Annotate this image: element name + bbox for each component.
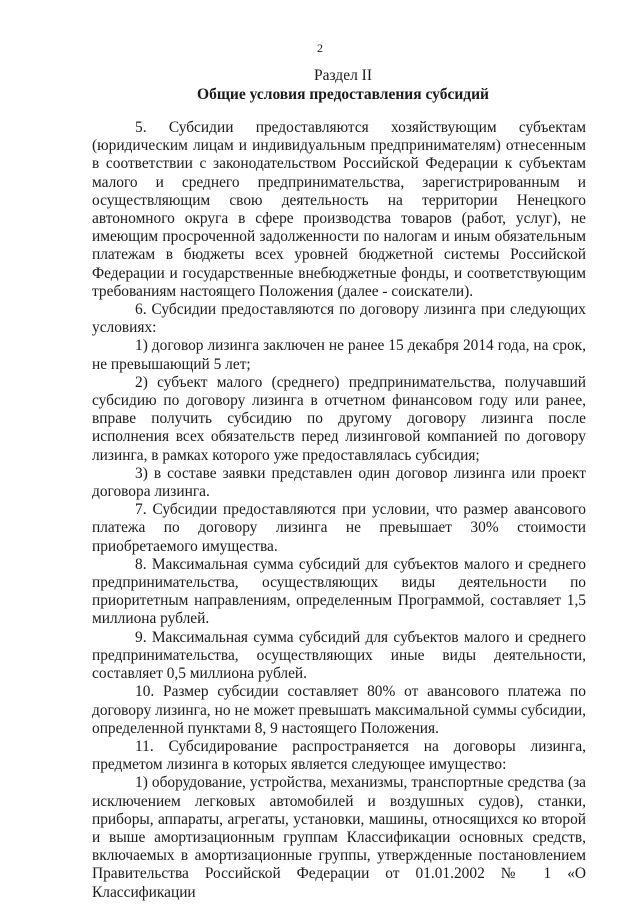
paragraph-10: 10. Размер субсидии составляет 80% от авансового платежа по договору лизинга, но не может превышать максимальной суммы субсидии, определенной пунктами 8, 9 настоящего Положения. bbox=[92, 683, 586, 737]
paragraph-6: 6. Субсидии предоставляются по договору лизинга при следующих условиях: bbox=[92, 301, 586, 337]
paragraph-8: 8. Максимальная сумма субсидий для субъектов малого и среднего предпринимательства, осуществляющих виды деятельности по приоритетным направлениям, определенным Программой, составляет 1,5 миллиона рублей. bbox=[92, 555, 586, 628]
section-label: Раздел II bbox=[313, 67, 373, 84]
document-body bbox=[92, 119, 586, 902]
paragraph-6-item-1: 1) договор лизинга заключен не ранее 15 декабря 2014 года, на срок, не превышающий 5 лет; bbox=[92, 337, 586, 373]
paragraph-6-item-3: 3) в составе заявки представлен один договор лизинга или проект договора лизинга. bbox=[92, 464, 586, 501]
paragraph-11-item-1: 1) оборудование, устройства, механизмы, транспортные средства (за исключением легковых автомобилей и воздушных судов), станки, приборы, аппараты, агрегаты, установки, машины, относящихся ко второй и выше амортизационным группам Классификации основных средств, включаемых в амортизационные группы, утвержденные постановлением Правительства Российской Федерации от 01.01.2002 № 1 «О Классификации bbox=[92, 774, 586, 901]
page-number: 2 bbox=[317, 41, 323, 55]
paragraph-11: 11. Субсидирование распространяется на договоры лизинга, предметом лизинга в которых является следующее имущество: bbox=[92, 737, 586, 774]
paragraph-6-item-2: 2) субъект малого (среднего) предпринимательства, получавший субсидию по договору лизинга в отчетном финансовом году или ранее, вправе получить субсидию по другому договору лизинга после исполнения всех обязательств перед лизинговой компанией по договору лизинга, в рамках которого уже предоставлялась субсидия; bbox=[92, 373, 586, 464]
paragraph-7: 7. Субсидии предоставляются при условии, что размер авансового платежа по договору лизинга не превышает 30% стоимости приобретаемого имущества. bbox=[92, 501, 586, 555]
section-title: Общие условия предоставления субсидий bbox=[197, 86, 489, 103]
paragraph-5: 5. Субсидии предоставляются хозяйствующим субъектам (юридическим лицам и индивидуальным предпринимателям) отнесенным в соответствии с законодательством Российской Федерации к субъектам малого и среднего предпринимательства, зарегистрированным и осуществляющим свою деятельность на территории Ненецкого автономного округа в сфере производства товаров (работ, услуг), не имеющим просроченной задолженности по налогам и иным обязательным платежам в бюджеты всех уровней бюджетной системы Российской Федерации и государственные внебюджетные фонды, и соответствующим требованиям настоящего Положения (далее - соискатели). bbox=[92, 119, 586, 300]
paragraph-9: 9. Максимальная сумма субсидий для субъектов малого и среднего предпринимательства, осуществляющих иные виды деятельности, составляет 0,5 миллиона рублей. bbox=[92, 628, 586, 683]
